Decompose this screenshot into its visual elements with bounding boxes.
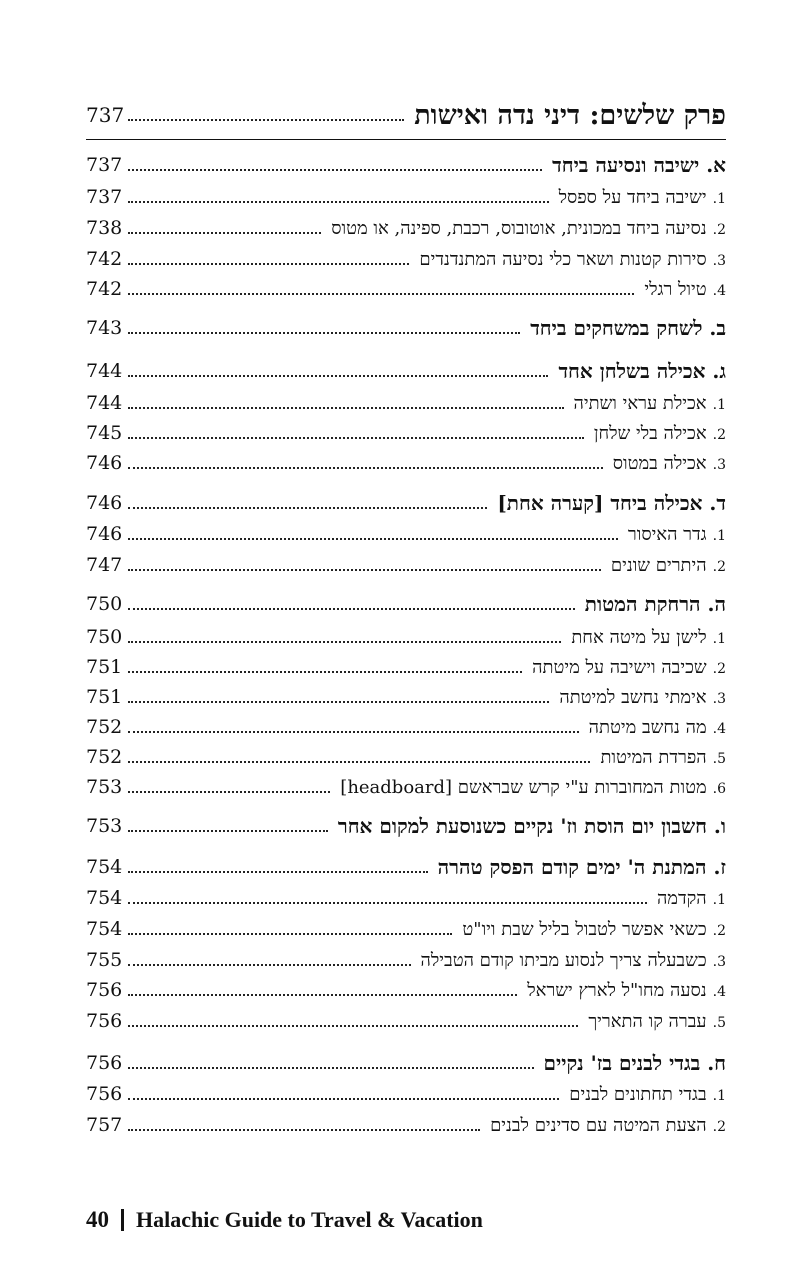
page-number: 738	[86, 217, 123, 239]
item-entry	[331, 218, 726, 239]
item-title: מה נחשב מיטתה	[588, 716, 707, 738]
toc-item-row	[86, 1077, 726, 1111]
section-title: ו. חשבון יום הוסת וז' נקיים כשנוסעת למקום אחר	[337, 813, 726, 838]
item-index: 1.	[712, 396, 726, 413]
dot-leader	[128, 262, 409, 265]
dot-leader	[128, 406, 564, 409]
item-index: 1.	[712, 630, 726, 647]
page-number: 752	[86, 746, 123, 768]
item-entry	[559, 187, 726, 208]
item-entry	[611, 555, 726, 576]
toc-section-row	[86, 311, 726, 345]
section-title: ה. הרחקת המטות	[584, 591, 726, 616]
item-entry	[527, 980, 726, 1001]
item-index: 3.	[712, 252, 726, 269]
item-title: ישיבה ביחד על ספסל	[558, 186, 707, 208]
page-number: 746	[86, 523, 123, 545]
toc-item-row	[86, 943, 726, 977]
page-number: 754	[86, 887, 123, 909]
toc-item-row	[86, 680, 726, 714]
item-entry	[532, 657, 726, 678]
toc-item-row	[86, 1004, 726, 1038]
dot-leader	[128, 374, 548, 377]
item-index: 1.	[712, 527, 726, 544]
page-number: 753	[86, 815, 123, 837]
item-index: 2.	[712, 660, 726, 677]
dot-leader	[128, 870, 428, 873]
section-title: ח. בגדי לבנים בז' נקיים	[543, 1050, 726, 1075]
toc-item-row	[86, 548, 726, 582]
dot-leader	[128, 1066, 534, 1069]
dot-leader	[128, 640, 561, 643]
item-entry	[588, 1011, 726, 1032]
dot-leader	[128, 436, 584, 439]
toc-item-row	[86, 180, 726, 214]
item-title: הקדמה	[656, 887, 707, 909]
item-index: 3.	[712, 690, 726, 707]
toc-section-row	[86, 1046, 726, 1080]
item-title: סירות קטנות ושאר כלי נסיעה המתנדנדים	[419, 248, 707, 270]
page-number: 744	[86, 392, 123, 414]
footer-separator	[121, 1209, 124, 1231]
chapter-divider	[86, 139, 726, 140]
item-index: 1.	[712, 891, 726, 908]
toc-item-row	[86, 386, 726, 420]
page-number: 756	[86, 979, 123, 1001]
dot-leader	[128, 466, 603, 469]
footer-book-title: Halachic Guide to Travel & Vacation	[136, 1207, 483, 1232]
item-index: 4.	[712, 720, 726, 737]
section-title: ז. המתנת ה' ימים קודם הפסק טהרה	[437, 854, 726, 879]
page-number: 756	[86, 1083, 123, 1105]
item-index: 6.	[712, 780, 726, 797]
toc-section-row	[86, 486, 726, 520]
page-number: 746	[86, 452, 123, 474]
dot-leader	[128, 993, 517, 996]
item-title: גדר האיסור	[627, 523, 707, 545]
item-entry	[490, 1115, 726, 1136]
item-title: היתרים שונים	[610, 554, 707, 576]
item-title: כשאי אפשר לטבול בליל שבת ויו"ט	[462, 918, 707, 940]
item-index: 2.	[712, 558, 726, 575]
item-entry	[594, 423, 726, 444]
toc-item-row	[86, 973, 726, 1007]
page-number: 751	[86, 686, 123, 708]
dot-leader	[128, 231, 321, 234]
item-title: לישן על מיטה אחת	[571, 626, 707, 648]
dot-leader	[128, 730, 579, 733]
page-number: 754	[86, 918, 123, 940]
toc-item-row	[86, 881, 726, 915]
item-entry	[628, 524, 726, 545]
item-title: שכיבה וישיבה על מיטתה	[532, 656, 707, 678]
item-entry	[462, 919, 726, 940]
page-number: 756	[86, 1052, 123, 1074]
dot-leader	[128, 901, 647, 904]
page-number: 756	[86, 1010, 123, 1032]
toc-item-row	[86, 272, 726, 306]
toc-section-row	[86, 850, 726, 884]
item-entry	[657, 888, 726, 909]
item-title: נסעה מחו"ל לארץ ישראל	[527, 979, 707, 1001]
item-title: אימתי נחשב למיטתה	[559, 686, 707, 708]
section-title: ג. אכילה בשלחן אחד	[558, 358, 726, 383]
page-number: 744	[86, 360, 123, 382]
toc-item-row	[86, 770, 726, 804]
toc-section-row	[86, 354, 726, 388]
item-index: 2.	[712, 221, 726, 238]
dot-leader	[128, 829, 328, 832]
item-entry	[613, 453, 726, 474]
dot-leader	[128, 292, 634, 295]
page-number: 742	[86, 278, 123, 300]
item-title: אכילה בלי שלחן	[593, 422, 707, 444]
page-number: 751	[86, 656, 123, 678]
item-index: 2.	[712, 426, 726, 443]
page-number: 755	[86, 949, 123, 971]
item-entry	[571, 627, 726, 648]
toc-item-row	[86, 211, 726, 245]
page-number: 742	[86, 248, 123, 270]
page-number: 747	[86, 554, 123, 576]
item-entry	[574, 393, 727, 414]
item-index: 2.	[712, 1118, 726, 1135]
toc-item-row	[86, 446, 726, 480]
item-title: אכילה במטוס	[612, 452, 707, 474]
dot-leader	[128, 568, 601, 571]
dot-leader	[128, 1024, 578, 1027]
item-title: הפרדת המיטות	[600, 746, 707, 768]
page-number: 743	[86, 317, 123, 339]
section-title: א. ישיבה ונסיעה ביחד	[552, 152, 726, 177]
dot-leader	[128, 118, 404, 121]
item-index: 1.	[712, 1087, 726, 1104]
item-index: 1.	[712, 190, 726, 207]
item-title: אכילת עראי ושתיה	[573, 392, 707, 414]
item-entry	[569, 1084, 726, 1105]
toc-item-row	[86, 620, 726, 654]
chapter-title: פרק שלשים: דיני נדה ואישות	[414, 99, 726, 131]
section-title: ב. לשחק במשחקים ביחד	[530, 315, 726, 340]
dot-leader	[128, 168, 542, 171]
page-number: 750	[86, 626, 123, 648]
dot-leader	[128, 200, 549, 203]
dot-leader	[128, 963, 411, 966]
item-index: 5.	[712, 1014, 726, 1031]
dot-leader	[128, 932, 452, 935]
page-number: 737	[86, 186, 123, 208]
item-entry	[340, 777, 726, 798]
toc-item-row	[86, 710, 726, 744]
section-title: ד. אכילה ביחד [קערה אחת]	[497, 490, 726, 515]
item-index: 4.	[712, 983, 726, 1000]
toc-item-row	[86, 912, 726, 946]
page-number: 745	[86, 422, 123, 444]
toc-section-row	[86, 148, 726, 182]
page-number: 753	[86, 776, 123, 798]
dot-leader	[128, 331, 520, 334]
item-title: טיול רגלי	[644, 278, 707, 300]
page-number: 737	[86, 103, 125, 127]
page-number: 757	[86, 1114, 123, 1136]
item-title: הצעת המיטה עם סדינים לבנים	[490, 1114, 707, 1136]
dot-leader	[128, 1097, 559, 1100]
dot-leader	[128, 537, 618, 540]
chapter-heading-row	[86, 98, 726, 132]
item-entry	[559, 687, 726, 708]
item-index: 5.	[712, 750, 726, 767]
page-footer	[86, 1203, 483, 1237]
page-number: 752	[86, 716, 123, 738]
toc-section-row	[86, 809, 726, 843]
item-index: 2.	[712, 922, 726, 939]
dot-leader	[128, 607, 575, 610]
toc-item-row	[86, 242, 726, 276]
footer-page-number: 40	[86, 1207, 109, 1232]
page-number: 746	[86, 492, 123, 514]
item-entry	[421, 950, 726, 971]
toc-item-row	[86, 416, 726, 450]
toc-section-row	[86, 587, 726, 621]
item-entry	[419, 249, 726, 270]
dot-leader	[128, 700, 549, 703]
dot-leader	[128, 1128, 480, 1131]
toc-item-row	[86, 1108, 726, 1142]
item-entry	[589, 717, 726, 738]
item-entry	[644, 279, 726, 300]
dot-leader	[128, 506, 487, 509]
page-number: 750	[86, 593, 123, 615]
item-title: מטות המחוברות ע"י קרש שבראשם [headboard]	[340, 776, 707, 798]
dot-leader	[128, 790, 330, 793]
item-index: 4.	[712, 282, 726, 299]
item-title: עברה קו התאריך	[588, 1010, 707, 1032]
dot-leader	[128, 760, 590, 763]
item-title: נסיעה ביחד במכונית, אוטובוס, רכבת, ספינה, או מטוס	[331, 217, 707, 239]
toc-item-row	[86, 650, 726, 684]
item-title: כשבעלה צריך לנסוע מביתו קודם הטבילה	[420, 949, 707, 971]
dot-leader	[128, 670, 522, 673]
item-title: בגדי תחתונים לבנים	[569, 1083, 707, 1105]
item-index: 3.	[712, 953, 726, 970]
item-entry	[600, 747, 726, 768]
toc-item-row	[86, 740, 726, 774]
page-number: 737	[86, 154, 123, 176]
item-index: 3.	[712, 456, 726, 473]
page-number: 754	[86, 856, 123, 878]
toc-item-row	[86, 517, 726, 551]
